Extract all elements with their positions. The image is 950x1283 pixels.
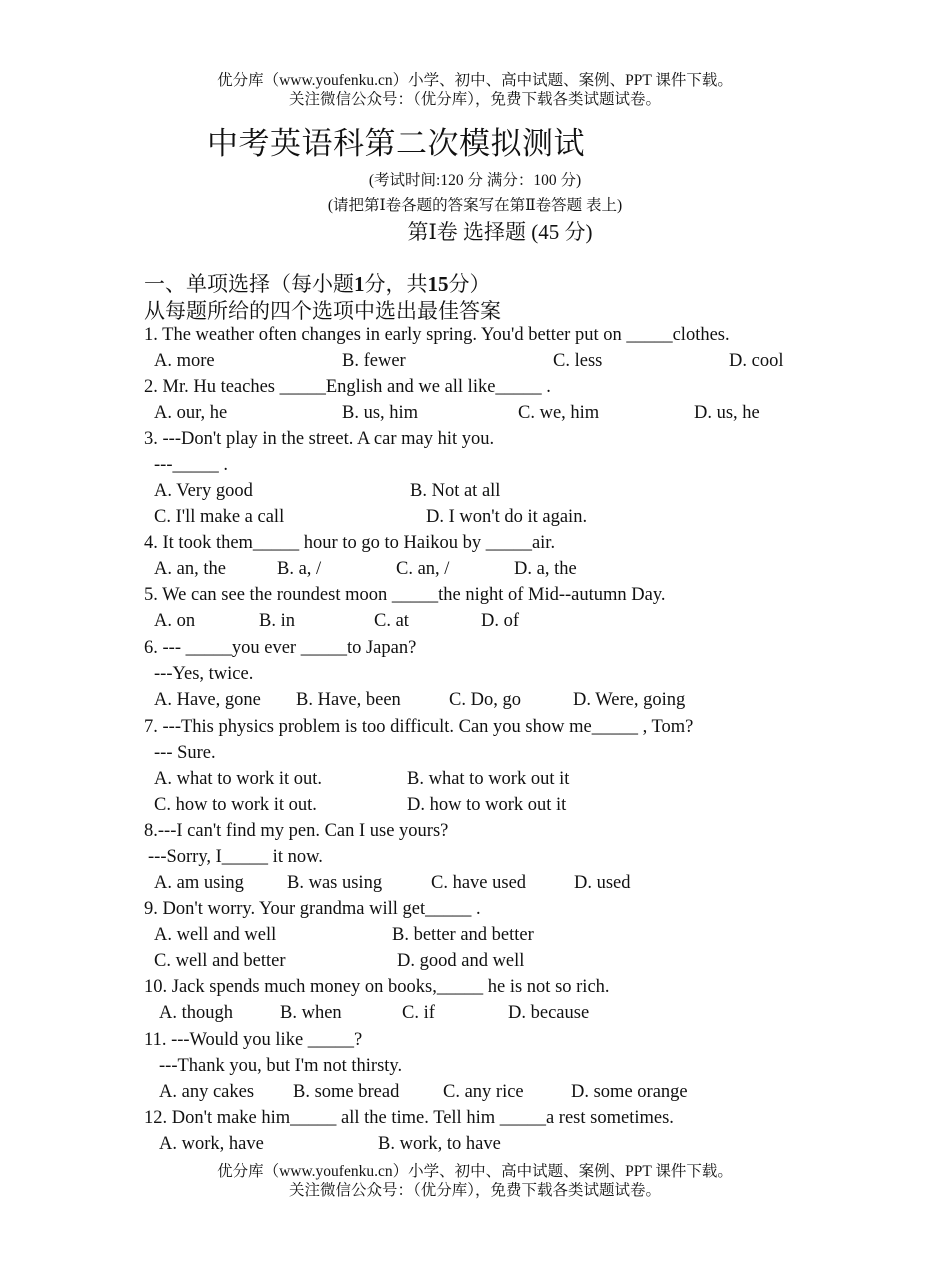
instruction: (请把第Ⅰ卷各题的答案写在第Ⅱ卷答题 表上) — [327, 197, 623, 214]
q3-stem: 3. ---Don't play in the street. A car may hit you. — [144, 429, 495, 449]
q3-option-a: A. Very good — [154, 481, 253, 501]
q7-option-c: C. how to work it out. — [154, 795, 317, 815]
q8-option-d: D. used — [574, 873, 631, 893]
q6-option-d: D. Were, going — [573, 690, 686, 710]
q2-option-c: C. we, him — [518, 403, 600, 423]
q9-option-c: C. well and better — [154, 951, 286, 971]
q12-option-a: A. work, have — [159, 1134, 264, 1154]
q5-option-d: D. of — [481, 611, 520, 631]
header-line-2: 关注微信公众号：（优分库），免费下载各类试题试卷。 — [288, 91, 661, 108]
q10-stem: 10. Jack spends much money on books,_____ he is not so rich. — [144, 977, 610, 997]
q1-option-b: B. fewer — [342, 351, 406, 371]
q4-option-d: D. a, the — [514, 559, 577, 579]
q4-option-c: C. an, / — [396, 559, 450, 579]
q11-option-d: D. some orange — [571, 1082, 688, 1102]
q10-option-d: D. because — [508, 1003, 590, 1023]
q10-option-c: C. if — [402, 1003, 435, 1023]
q8-stem: 8.---I can't find my pen. Can I use yours? — [144, 821, 449, 841]
header-line-1: 优分库（www.youfenku.cn）小学、初中、高中试题、案例、PPT 课件下载。 — [217, 72, 733, 89]
q2-option-d: D. us, he — [694, 403, 760, 423]
q1-stem: 1. The weather often changes in early spring. You'd better put on _____clothes. — [144, 325, 730, 345]
q5-option-c: C. at — [374, 611, 409, 631]
q5-option-a: A. on — [154, 611, 196, 631]
q8-option-a: A. am using — [154, 873, 244, 893]
q8-option-b: B. was using — [287, 873, 383, 893]
q11-reply: ---Thank you, but I'm not thirsty. — [159, 1056, 403, 1076]
q12-option-b: B. work, to have — [378, 1134, 501, 1154]
q5-stem: 5. We can see the roundest moon _____the night of Mid--autumn Day. — [144, 585, 666, 605]
q7-reply: --- Sure. — [154, 743, 216, 763]
section-points-each: 1 — [354, 272, 365, 296]
q3-option-b: B. Not at all — [410, 481, 501, 501]
q6-option-b: B. Have, been — [296, 690, 401, 710]
q6-reply: ---Yes, twice. — [154, 664, 254, 684]
section-direction: 从每题所给的四个选项中选出最佳答案 — [144, 299, 501, 323]
q5-option-b: B. in — [259, 611, 295, 631]
q3-reply: ---_____ . — [154, 455, 228, 475]
q4-option-b: B. a, / — [277, 559, 322, 579]
section-title-a: 一、单项选择（每小题 — [144, 272, 354, 296]
exam-info: (考试时间:120 分 满分：100 分) — [368, 172, 582, 189]
q2-option-a: A. our, he — [154, 403, 228, 423]
q11-option-b: B. some bread — [293, 1082, 400, 1102]
q6-stem: 6. --- _____you ever _____to Japan? — [144, 638, 417, 658]
q10-option-a: A. though — [159, 1003, 233, 1023]
q7-option-b: B. what to work out it — [407, 769, 570, 789]
q9-option-b: B. better and better — [392, 925, 534, 945]
section-title-c: 分） — [448, 272, 491, 296]
footer-line-2: 关注微信公众号：（优分库），免费下载各类试题试卷。 — [288, 1182, 661, 1199]
q6-option-a: A. Have, gone — [154, 690, 261, 710]
q1-option-d: D. cool — [729, 351, 784, 371]
volume-title: 第Ⅰ卷 选择题 (45 分) — [407, 220, 593, 244]
q12-stem: 12. Don't make him_____ all the time. Tell him _____a rest sometimes. — [144, 1108, 674, 1128]
q7-stem: 7. ---This physics problem is too difficult. Can you show me_____ , Tom? — [144, 717, 694, 737]
q4-stem: 4. It took them_____ hour to go to Haikou by _____air. — [144, 533, 556, 553]
q1-option-a: A. more — [154, 351, 215, 371]
section-points-total: 15 — [427, 272, 449, 296]
q11-option-a: A. any cakes — [159, 1082, 255, 1102]
q9-option-d: D. good and well — [397, 951, 525, 971]
q3-option-c: C. I'll make a call — [154, 507, 285, 527]
q7-option-d: D. how to work out it — [407, 795, 567, 815]
q11-stem: 11. ---Would you like _____? — [144, 1030, 363, 1050]
section-title-b: 分，共 — [364, 272, 428, 296]
q11-option-c: C. any rice — [443, 1082, 524, 1102]
q2-stem: 2. Mr. Hu teaches _____English and we all like_____ . — [144, 377, 551, 397]
section-title — [144, 268, 491, 298]
q2-option-b: B. us, him — [342, 403, 419, 423]
q1-option-c: C. less — [553, 351, 603, 371]
q9-stem: 9. Don't worry. Your grandma will get_____ . — [144, 899, 481, 919]
page-title: 中考英语科第二次模拟测试 — [207, 126, 585, 161]
q6-option-c: C. Do, go — [449, 690, 521, 710]
q3-option-d: D. I won't do it again. — [426, 507, 588, 527]
q9-option-a: A. well and well — [154, 925, 277, 945]
q7-option-a: A. what to work it out. — [154, 769, 323, 789]
q8-option-c: C. have used — [431, 873, 527, 893]
q8-reply: ---Sorry, I_____ it now. — [148, 847, 323, 867]
q10-option-b: B. when — [280, 1003, 342, 1023]
q4-option-a: A. an, the — [154, 559, 226, 579]
footer-line-1: 优分库（www.youfenku.cn）小学、初中、高中试题、案例、PPT 课件下载。 — [217, 1163, 733, 1180]
